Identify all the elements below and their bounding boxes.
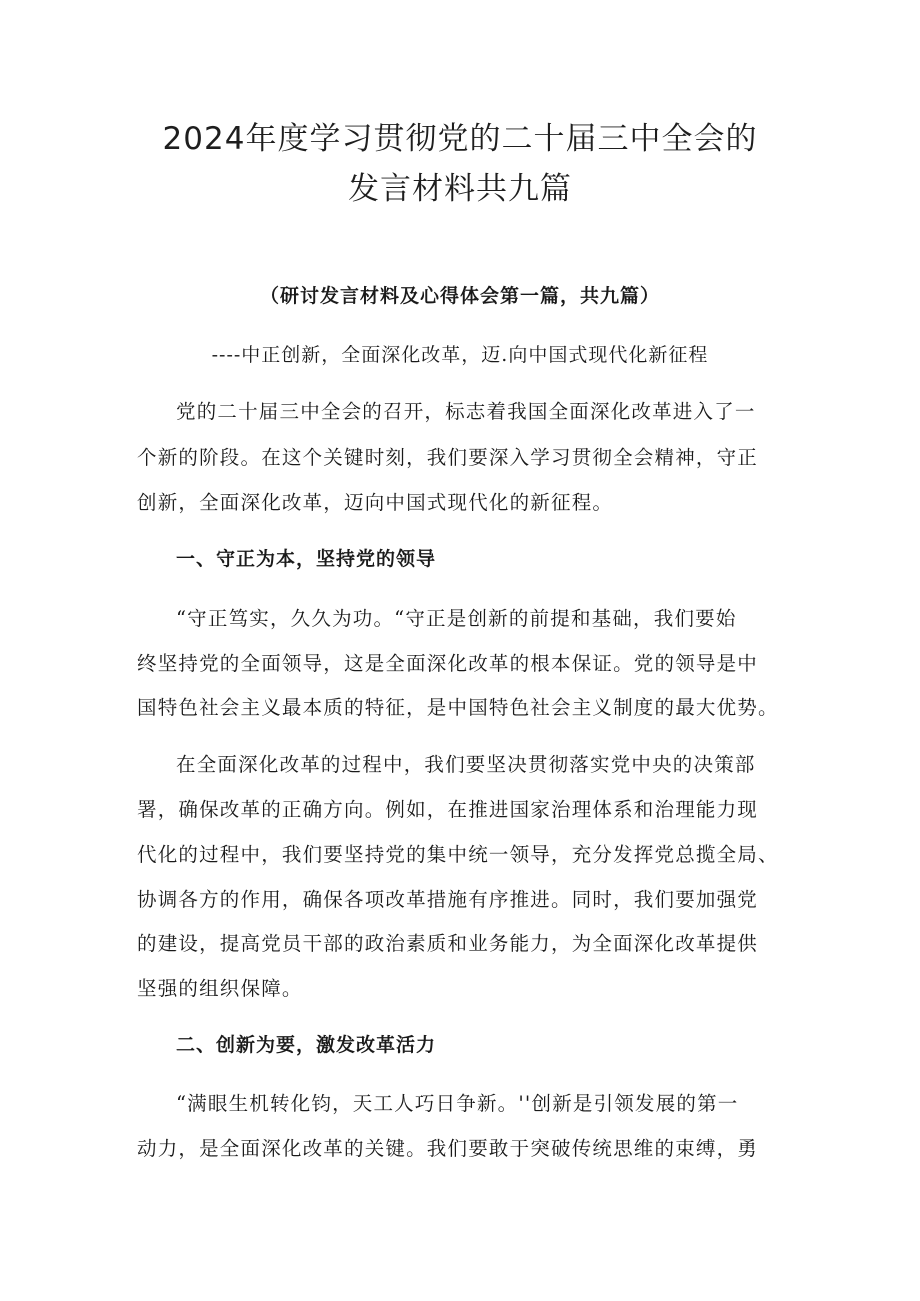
document-slogan: ----中正创新，全面深化改革，迈.向中国式现代化新征程 (211, 344, 709, 366)
document-subtitle: （研讨发言材料及心得体会第一篇，共九篇） (259, 285, 660, 307)
section2-para1-line: 动力，是全面深化改革的关键。我们要敢于突破传统思维的束缚，勇 (137, 1137, 759, 1160)
section1-para1-line: 国特色社会主义最本质的特征，是中国特色社会主义制度的最大优势。 (137, 696, 779, 719)
intro-line: 党的二十届三中全会的召开，标志着我国全面深化改革进入了一 (176, 400, 756, 423)
section1-para2-line: 署，确保改革的正确方向。例如，在推进国家治理体系和治理能力现 (137, 798, 759, 821)
intro-line: 个新的阶段。在这个关键时刻，我们要深入学习贯彻全会精神，守正 (137, 446, 759, 469)
section-heading-1: 一、守正为本，坚持党的领导 (176, 548, 437, 570)
section2-para1-line: “满眼生机转化钧，天工人巧日争新。''创新是引领发展的第一 (176, 1092, 739, 1115)
section-heading-2: 二、创新为要，激发改革活力 (176, 1034, 437, 1056)
section1-para1-line: 终坚持党的全面领导，这是全面深化改革的根本保证。党的领导是中 (137, 652, 759, 675)
document-title-line-1: 2024年度学习贯彻党的二十届三中全会的 (162, 121, 758, 157)
section1-para2-line: 代化的过程中，我们要坚持党的集中统一领导，充分发挥党总揽全局、 (137, 843, 779, 866)
intro-line: 创新，全面深化改革，迈向中国式现代化的新征程。 (137, 491, 614, 514)
section1-para2-line: 的建设，提高党员干部的政治素质和业务能力，为全面深化改革提供 (137, 932, 759, 955)
section1-para2-line: 坚强的组织保障。 (137, 977, 303, 1000)
document-title-line-2: 发言材料共九篇 (348, 171, 572, 207)
section1-para2-line: 协调各方的作用，确保各项改革措施有序推进。同时，我们要加强党 (137, 888, 759, 911)
section1-para1-line: “守正笃实，久久为功。“守正是创新的前提和基础，我们要始 (176, 607, 737, 630)
section1-para2-line: 在全面深化改革的过程中，我们要坚决贯彻落实党中央的决策部 (176, 753, 756, 776)
